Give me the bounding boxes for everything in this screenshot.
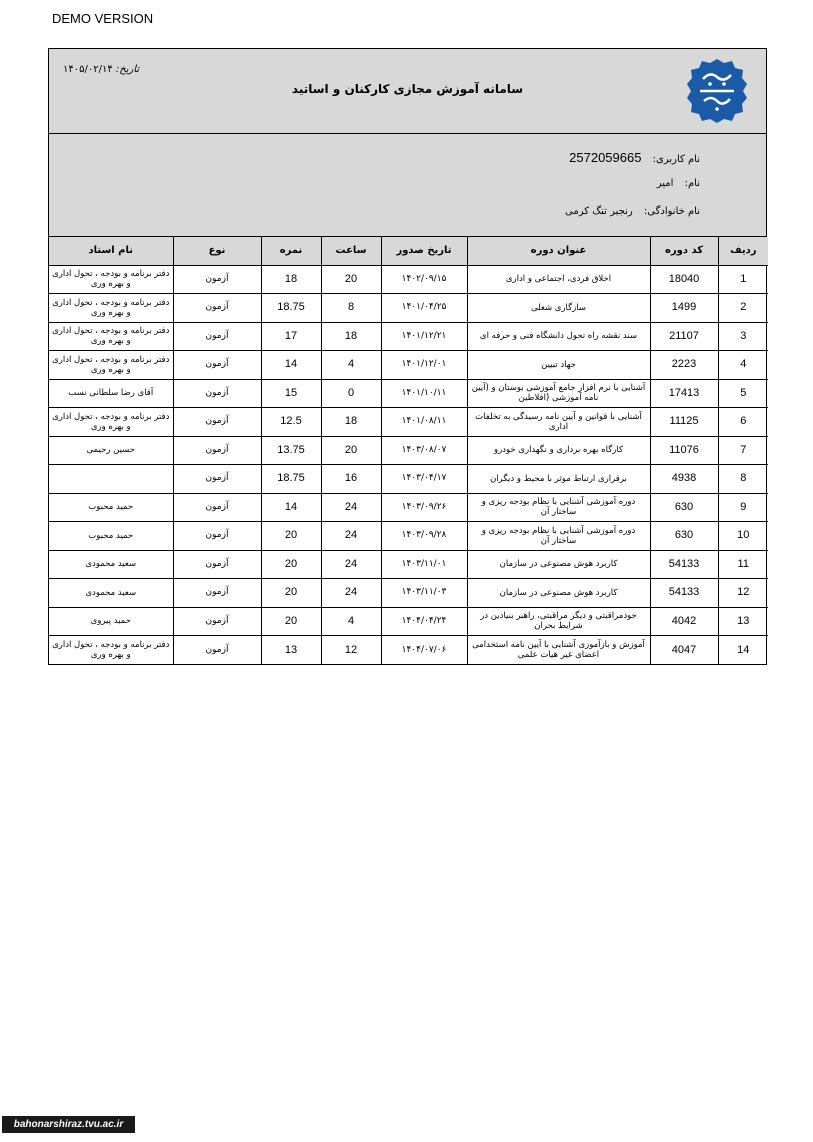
courses-table [49,237,768,664]
row-index: 6 [718,408,768,437]
name-value: امیر [656,178,674,189]
issue-date: ۱۴۰۴/۰۷/۰۶ [381,636,467,665]
col-header-date: تاریخ صدور [381,237,467,265]
table-row [49,550,768,579]
col-header-code: کد دوره [650,237,718,265]
issue-date: ۱۴۰۱/۰۴/۲۵ [381,294,467,323]
course-title: کاربرد هوش مصنوعی در سازمان [467,579,650,608]
table-row [49,265,768,294]
family-row [565,206,700,217]
course-score: 15 [261,379,321,408]
course-code: 2223 [650,351,718,380]
course-type: آزمون [173,493,261,522]
course-type: آزمون [173,379,261,408]
course-score: 20 [261,522,321,551]
teacher-name: دفتر برنامه و بودجه ، تحول اداری و بهره وری [49,294,173,323]
table-row [49,465,768,494]
course-code: 4042 [650,607,718,636]
course-hours: 24 [321,550,381,579]
row-index: 1 [718,265,768,294]
course-title: اخلاق فردی، اجتماعی و اداری [467,265,650,294]
course-score: 12.5 [261,408,321,437]
course-title: سند نقشه راه تحول دانشگاه فنی و حرفه ای [467,322,650,351]
username-row [569,150,700,165]
row-index: 11 [718,550,768,579]
teacher-name: حسین رحیمی [49,436,173,465]
course-title: کاربرد هوش مصنوعی در سازمان [467,550,650,579]
course-code: 54133 [650,579,718,608]
course-hours: 12 [321,636,381,665]
teacher-name: دفتر برنامه و بودجه ، تحول اداری و بهره وری [49,265,173,294]
course-score: 20 [261,579,321,608]
row-index: 12 [718,579,768,608]
table-body [49,265,768,664]
row-index: 13 [718,607,768,636]
col-header-index: ردیف [718,237,768,265]
row-index: 14 [718,636,768,665]
table-row [49,408,768,437]
table-row [49,607,768,636]
course-title: برقراری ارتباط موثر با محیط و دیگران [467,465,650,494]
name-label: نام: [684,178,700,189]
issue-date: ۱۴۰۱/۱۲/۲۱ [381,322,467,351]
course-score: 18 [261,265,321,294]
teacher-name: سعید محمودی [49,550,173,579]
course-type: آزمون [173,579,261,608]
course-hours: 20 [321,436,381,465]
issue-date: ۱۴۰۳/۰۸/۰۷ [381,436,467,465]
demo-version-label: DEMO VERSION [52,11,154,26]
date-value: ۱۴۰۵/۰۲/۱۴ [63,64,113,75]
date-label: تاریخ: [115,64,140,75]
course-type: آزمون [173,522,261,551]
course-hours: 4 [321,607,381,636]
course-code: 11076 [650,436,718,465]
course-hours: 16 [321,465,381,494]
report-date [63,64,139,75]
course-code: 54133 [650,550,718,579]
course-hours: 24 [321,493,381,522]
course-score: 17 [261,322,321,351]
teacher-name: آقای رضا سلطانی نسب [49,379,173,408]
issue-date: ۱۴۰۲/۰۹/۱۵ [381,265,467,294]
course-code: 17413 [650,379,718,408]
course-type: آزمون [173,408,261,437]
course-code: 630 [650,522,718,551]
course-code: 630 [650,493,718,522]
table-row [49,636,768,665]
course-title: خودمراقبتی و دیگر مراقبتی، راهبر بنیادین در شرایط بحران [467,607,650,636]
teacher-name: سعید محمودی [49,579,173,608]
course-hours: 24 [321,522,381,551]
transcript-report [48,48,767,665]
row-index: 10 [718,522,768,551]
issue-date: ۱۴۰۳/۱۱/۰۳ [381,579,467,608]
col-header-hours: ساعت [321,237,381,265]
table-row [49,379,768,408]
username-label: نام کاربری: [652,154,700,165]
row-index: 7 [718,436,768,465]
col-header-score: نمره [261,237,321,265]
col-header-teacher: نام استاد [49,237,173,265]
course-score: 13 [261,636,321,665]
row-index: 3 [718,322,768,351]
report-header [49,49,766,134]
page-title: سامانه آموزش مجازی کارکنان و اساتید [291,82,524,96]
course-hours: 18 [321,408,381,437]
row-index: 2 [718,294,768,323]
table-row [49,351,768,380]
table-row [49,322,768,351]
course-score: 20 [261,607,321,636]
issue-date: ۱۴۰۳/۰۹/۲۸ [381,522,467,551]
family-value: رنجبر تنگ کرمی [565,206,633,217]
course-type: آزمون [173,636,261,665]
name-row [657,178,700,189]
course-code: 1499 [650,294,718,323]
course-title: سازگاری شغلی [467,294,650,323]
issue-date: ۱۴۰۱/۱۰/۱۱ [381,379,467,408]
row-index: 9 [718,493,768,522]
teacher-name: حمید پیروی [49,607,173,636]
course-type: آزمون [173,436,261,465]
issue-date: ۱۴۰۱/۰۸/۱۱ [381,408,467,437]
course-type: آزمون [173,607,261,636]
username-value: 2572059665 [569,150,642,165]
course-code: 4938 [650,465,718,494]
course-type: آزمون [173,294,261,323]
course-score: 20 [261,550,321,579]
issue-date: ۱۴۰۳/۱۱/۰۱ [381,550,467,579]
course-type: آزمون [173,322,261,351]
teacher-name: حمید محبوب [49,493,173,522]
course-score: 14 [261,351,321,380]
issue-date: ۱۴۰۳/۰۹/۲۶ [381,493,467,522]
course-type: آزمون [173,550,261,579]
course-hours: 0 [321,379,381,408]
table-row [49,579,768,608]
course-title: جهاد تبیین [467,351,650,380]
issue-date: ۱۴۰۴/۰۴/۲۴ [381,607,467,636]
course-score: 18.75 [261,294,321,323]
course-hours: 8 [321,294,381,323]
course-score: 18.75 [261,465,321,494]
row-index: 5 [718,379,768,408]
teacher-name: دفتر برنامه و بودجه ، تحول اداری و بهره وری [49,322,173,351]
university-logo [686,57,748,125]
user-info-panel [49,134,766,237]
course-code: 21107 [650,322,718,351]
issue-date: ۱۴۰۳/۰۴/۱۷ [381,465,467,494]
table-row [49,436,768,465]
course-hours: 4 [321,351,381,380]
course-type: آزمون [173,465,261,494]
teacher-name: دفتر برنامه و بودجه ، تحول اداری و بهره وری [52,640,170,660]
course-title: آشنایی با قوانین و آیین نامه رسیدگی به تخلفات اداری [467,408,650,437]
family-label: نام خانوادگی: [643,206,700,217]
col-header-type: نوع [173,237,261,265]
course-title: دوره آموزشی آشنایی با نظام بودجه ریزی و ساختار آن [467,522,650,551]
table-row [49,522,768,551]
site-url-tag: bahonarshiraz.tvu.ac.ir [2,1116,135,1133]
course-title: آشنایی با نرم افزار جامع آموزشی بوستان و (آیین نامه آموزشی (افلاطین [467,379,650,408]
course-code: 11125 [650,408,718,437]
course-code: 18040 [650,265,718,294]
col-header-title: عنوان دوره [467,237,650,265]
course-hours: 20 [321,265,381,294]
course-score: 13.75 [261,436,321,465]
course-code: 4047 [650,636,718,665]
row-index: 8 [718,465,768,494]
course-type: آزمون [173,351,261,380]
table-row [49,294,768,323]
teacher-name: دفتر برنامه و بودجه ، تحول اداری و بهره وری [49,351,173,380]
issue-date: ۱۴۰۱/۱۲/۰۱ [381,351,467,380]
course-title: آموزش و بازآموزی آشنایی با آیین نامه استخدامی اعضای غیر هیات علمی [467,636,650,665]
teacher-name: حمید محبوب [49,522,173,551]
course-title: دوره آموزشی آشنایی با نظام بودجه ریزی و ساختار آن [467,493,650,522]
teacher-name [49,465,173,494]
row-index: 4 [718,351,768,380]
course-score: 14 [261,493,321,522]
course-title: کارگاه بهره برداری و نگهداری خودرو [467,436,650,465]
table-header-row [49,237,768,265]
course-hours: 18 [321,322,381,351]
course-hours: 24 [321,579,381,608]
table-row [49,493,768,522]
course-type: آزمون [173,265,261,294]
teacher-name: دفتر برنامه و بودجه ، تحول اداری و بهره وری [49,408,173,437]
